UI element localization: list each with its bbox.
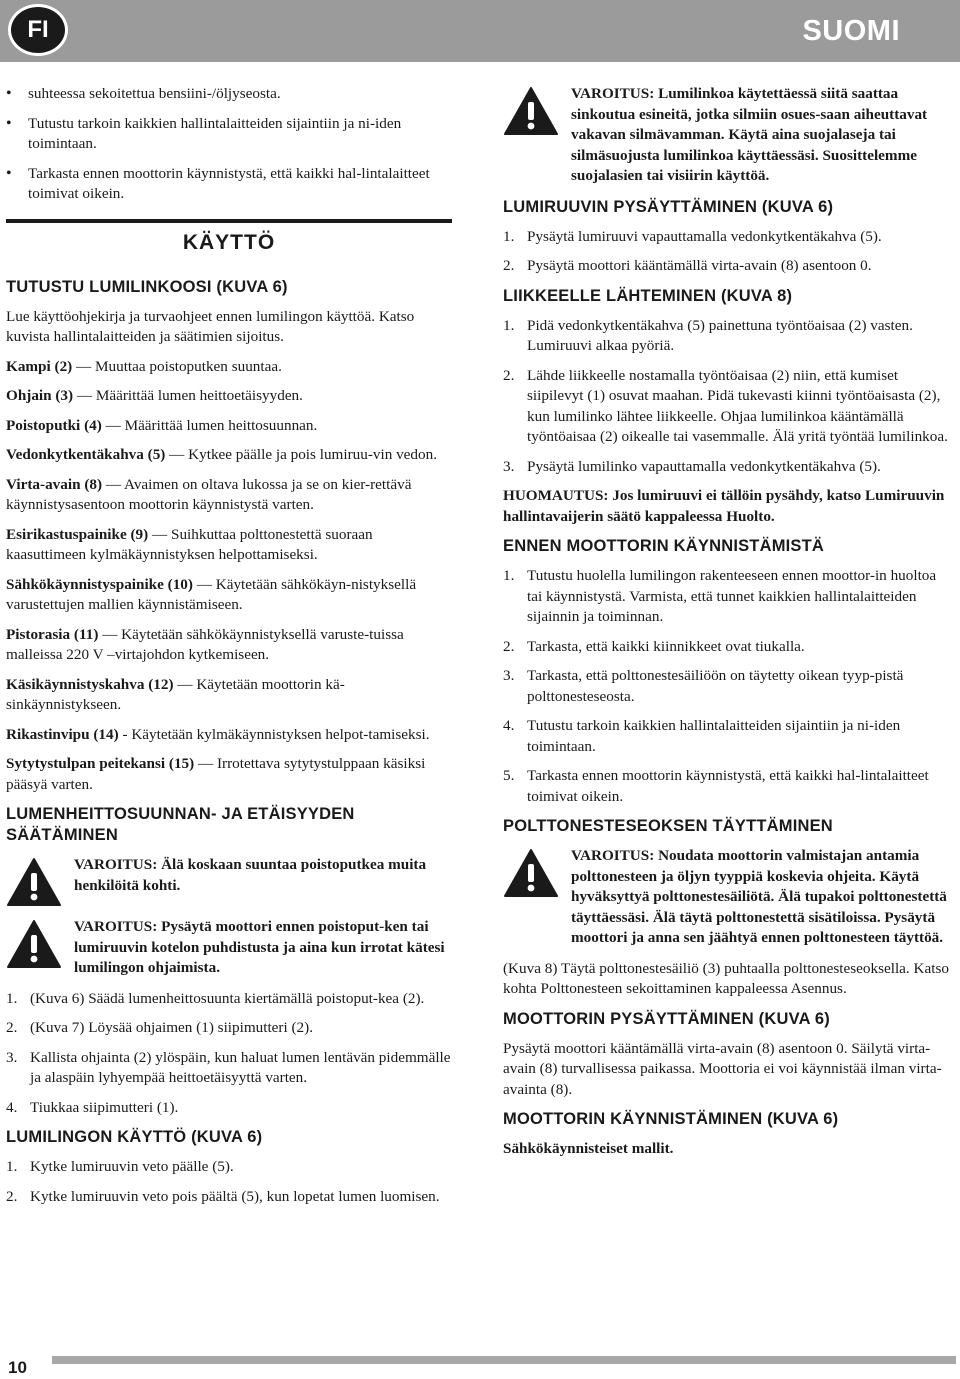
left-column: [6, 84, 452, 1216]
step-number: 2.: [6, 1019, 18, 1036]
control-term: Sähkökäynnistyspainike (10): [6, 575, 193, 593]
step-number: 5.: [503, 767, 515, 784]
step-text: Tiukkaa siipimutteri (1).: [30, 1098, 179, 1116]
warning-block: [6, 917, 452, 979]
section-intro: Lue käyttöohjekirja ja turvaohjeet ennen lumilingon käyttöä. Katso kuvista hallintalaitteiden ja säätimien sijoitus.: [6, 307, 415, 345]
section-heading: LUMIRUUVIN PYSÄYTTÄMINEN (KUVA 6): [503, 197, 834, 216]
right-column: [503, 84, 953, 1169]
control-term: Ohjain (3): [6, 387, 74, 404]
step-number: 1.: [6, 989, 18, 1007]
chapter-title: KÄYTTÖ: [182, 230, 276, 254]
control-desc: — Määrittää lumen heittosuunnan.: [101, 416, 318, 434]
step-text: Tarkasta, että polttonestesäiliöön on täytetty oikean tyyp-pistä polttonesteseosta.: [527, 667, 904, 705]
list-item: [503, 716, 953, 757]
control-item: [6, 386, 452, 407]
list-item: [6, 1187, 452, 1208]
note-text: HUOMAUTUS: Jos lumiruuvi ei tällöin pysähdy, katso Lumiruuvin hallintavaijerin säätö kappaleessa Huolto.: [503, 487, 945, 525]
step-text: Pidä vedonkytkentäkahva (5) painettuna työntöaisaa (2) vasten. Lumiruuvi alkaa pyöriä.: [527, 316, 913, 354]
step-text: Kytke lumiruuvin veto päälle (5).: [30, 1158, 234, 1175]
intro-bullet-list: [6, 84, 452, 205]
list-item: [6, 1157, 452, 1178]
language-badge: FI: [8, 4, 68, 56]
list-item: [6, 1018, 452, 1039]
step-number: 2.: [503, 257, 515, 274]
step-number: 1.: [503, 227, 515, 245]
control-item: [6, 525, 452, 566]
step-number: 3.: [503, 457, 515, 475]
control-desc: — Käytetään moottorin kä-sinkäynnistykseen.: [6, 675, 345, 713]
usage-steps-list: [6, 1157, 452, 1207]
control-desc: — Määrittää lumen heittoetäisyyden.: [73, 387, 303, 404]
step-number: 3.: [503, 667, 515, 684]
control-item: [6, 754, 452, 795]
list-item: [503, 256, 953, 277]
step-text: (Kuva 6) Säädä lumenheittosuunta kiertämällä poistoput-kea (2).: [30, 989, 425, 1007]
list-item: [6, 1098, 452, 1119]
control-item: [6, 357, 452, 378]
section-divider: [6, 219, 452, 223]
warning-block: [6, 855, 452, 907]
control-item: [6, 416, 452, 437]
controls-list: [6, 357, 452, 796]
step-text: Tarkasta ennen moottorin käynnistystä, että kaikki hal-lintalaitteet toimivat oikein.: [527, 767, 929, 805]
control-desc: — Käytetään sähkökäyn-nistyksellä varustettujen mallien käynnistämiseen.: [6, 575, 417, 613]
section-text: (Kuva 8) Täytä polttonestesäiliö (3) puhtaalla polttonesteseoksella. Katso kohta Polttonesteen sekoittaminen kappaleessa Asennus.: [503, 959, 949, 997]
step-text: Tutustu huolella lumilingon rakenteeseen ennen moottor-in huoltoa tai käynnistystä. Varmista, että tunnet kaikkien hallintalaitteiden sijainnin ja toiminnan.: [527, 567, 937, 625]
list-item: [503, 666, 953, 707]
control-item: [6, 625, 452, 666]
list-item: [503, 766, 953, 807]
bullet-item: • suhteessa sekoitettua bensiini-/öljyseosta.: [6, 84, 452, 105]
warning-text: VAROITUS: Lumilinkoa käytettäessä siitä saattaa sinkoutua esineitä, jotka silmiin osues-saan aiheuttavat vakavan silmävamman. Käytä aina suojalaseja tai silmäsuojusta lumilinkoa käyttäessäsi. Suosittelemme suojalasien tai visiirin käyttöä.: [571, 85, 928, 184]
step-text: Pysäytä lumilinko vapauttamalla vedonkytkentäkahva (5).: [527, 457, 881, 475]
warning-block: [503, 846, 953, 949]
section-heading: TUTUSTU LUMILINKOOSI (KUVA 6): [6, 277, 288, 296]
control-term: Esirikastuspainike (9): [6, 525, 149, 543]
warning-triangle-icon: [6, 919, 62, 969]
section-heading: MOOTTORIN PYSÄYTTÄMINEN (KUVA 6): [503, 1009, 830, 1028]
step-number: 1.: [6, 1158, 18, 1175]
control-term: Kampi (2): [6, 357, 73, 375]
section-text: Sähkökäynnisteiset mallit.: [503, 1140, 674, 1157]
list-item: [6, 1048, 452, 1089]
warning-text: VAROITUS: Pysäytä moottori ennen poistoput-ken tai lumiruuvin kotelon puhdistusta ja aina kun irrotat kätesi lumilingon ohjaimista.: [74, 918, 445, 976]
stop-auger-steps-list: [503, 227, 953, 277]
footer-bar: [52, 1356, 956, 1364]
section-heading: POLTTONESTESEOKSEN TÄYTTÄMINEN: [503, 817, 833, 835]
control-desc: — Suihkuttaa polttonestettä suoraan kaasuttimeen kylmäkäynnistyksen helpottamiseksi.: [6, 525, 373, 563]
list-item: [503, 566, 953, 628]
control-desc: - Käytetään kylmäkäynnistyksen helpot-tamiseksi.: [118, 725, 430, 743]
adjust-steps-list: [6, 989, 452, 1119]
step-text: Kytke lumiruuvin veto pois päältä (5), kun lopetat lumen luomisen.: [30, 1187, 440, 1205]
control-term: Pistorasia (11): [6, 625, 99, 643]
bullet-item: • Tutustu tarkoin kaikkien hallintalaitteiden sijaintiin ja ni-iden toimintaan.: [6, 114, 452, 155]
list-item: [503, 316, 953, 357]
step-text: Tarkasta, että kaikki kiinnikkeet ovat tiukalla.: [527, 637, 805, 655]
control-term: Sytytystulpan peitekansi (15): [6, 755, 195, 772]
section-text: Pysäytä moottori kääntämällä virta-avain (8) asentoon 0. Säilytä virta-avain (8) turvallisessa paikassa. Moottoria ei voi käynnistää ilman virta-avainta (8).: [503, 1039, 942, 1098]
page-header-bar: [0, 0, 960, 62]
step-number: 1.: [503, 567, 515, 584]
warning-triangle-icon: [503, 848, 559, 898]
control-desc: — Käytetään sähkökäynnistyksellä varuste-tuissa malleissa 220 V –virtajohdon kytkemiseen.: [6, 625, 404, 663]
step-number: 4.: [6, 1098, 18, 1116]
section-heading: MOOTTORIN KÄYNNISTÄMINEN (KUVA 6): [503, 1110, 839, 1128]
step-number: 2.: [503, 637, 515, 655]
control-term: Poistoputki (4): [6, 416, 102, 434]
warning-text: VAROITUS: Noudata moottorin valmistajan antamia polttonesteen ja öljyn tyyppiä koskevia ohjeita. Käytä hyväksyttyä polttonestesäiliötä. Älä tupakoi polttonestettä täyttäessäsi. Älä täytä polttonestettä sisätiloissa. Pysäytä moottori ja anna sen jäähtyä ennen polttonesteen täyttöä.: [571, 847, 947, 946]
section-heading: LUMENHEITTOSUUNNAN- JA ETÄISYYDEN SÄÄTÄMINEN: [6, 805, 355, 844]
control-desc: — Kytkee päälle ja pois lumiruu-vin vedon.: [165, 446, 437, 463]
control-desc: — Irrotettava sytytystulppaan käsiksi pääsyä varten.: [6, 755, 426, 793]
control-item: [6, 675, 452, 716]
control-item: [6, 725, 452, 746]
bullet-item: • Tarkasta ennen moottorin käynnistystä, että kaikki hal-lintalaitteet toimivat oikein.: [6, 164, 452, 205]
step-number: 4.: [503, 717, 515, 734]
start-moving-steps-list: [503, 316, 953, 478]
list-item: [503, 227, 953, 248]
warning-triangle-icon: [503, 86, 559, 136]
section-heading: LIIKKEELLE LÄHTEMINEN (KUVA 8): [503, 286, 793, 305]
control-term: Vedonkytkentäkahva (5): [6, 446, 166, 463]
step-text: Kallista ohjainta (2) ylöspäin, kun haluat lumen lentävän pidemmälle ja alaspäin lyhyempää heittoetäisyyttä varten.: [30, 1048, 451, 1086]
before-start-steps-list: [503, 566, 953, 807]
language-title: SUOMI: [802, 15, 900, 47]
page-number: 10: [8, 1358, 27, 1377]
section-heading: LUMILINGON KÄYTTÖ (KUVA 6): [6, 1128, 263, 1146]
control-term: Virta-avain (8): [6, 475, 103, 493]
warning-text: VAROITUS: Älä koskaan suuntaa poistoputkea muita henkilöitä kohti.: [74, 856, 427, 894]
step-text: Tutustu tarkoin kaikkien hallintalaitteiden sijaintiin ja ni-iden toimintaan.: [527, 717, 901, 755]
control-desc: — Avaimen on oltava lukossa ja se on kier-rettävä käynnistysasentoon moottorin käynnistystä varten.: [6, 475, 412, 513]
list-item: [503, 637, 953, 658]
warning-triangle-icon: [6, 857, 62, 907]
step-text: Pysäytä moottori kääntämällä virta-avain (8) asentoon 0.: [527, 257, 872, 274]
step-number: 3.: [6, 1048, 18, 1066]
step-text: Pysäytä lumiruuvi vapauttamalla vedonkytkentäkahva (5).: [527, 227, 882, 245]
list-item: [6, 989, 452, 1010]
list-item: [503, 366, 953, 448]
control-item: [6, 575, 452, 616]
control-item: [6, 445, 452, 466]
control-term: Rikastinvipu (14): [6, 725, 119, 743]
list-item: [503, 457, 953, 478]
warning-block: [503, 84, 953, 187]
section-heading: ENNEN MOOTTORIN KÄYNNISTÄMISTÄ: [503, 537, 825, 555]
control-desc: — Muuttaa poistoputken suuntaa.: [72, 357, 282, 375]
control-item: [6, 475, 452, 516]
step-number: 2.: [6, 1187, 18, 1205]
step-number: 2.: [503, 366, 515, 384]
step-text: (Kuva 7) Löysää ohjaimen (1) siipimutteri (2).: [30, 1019, 314, 1036]
step-text: Lähde liikkeelle nostamalla työntöaisaa (2) niin, että kumiset siipilevyt (1) osuvat maahan. Pidä tukevasti kiinni työntöaisasta (2), kun lumilinko lähtee liikkeelle. Ohjaa lumilinkoa kääntämällä työntöaisaa (2) oikealle tai vasemmalle. Älä yritä työntää lumilinkoa.: [527, 366, 948, 445]
control-term: Käsikäynnistyskahva (12): [6, 675, 174, 693]
step-number: 1.: [503, 316, 515, 334]
